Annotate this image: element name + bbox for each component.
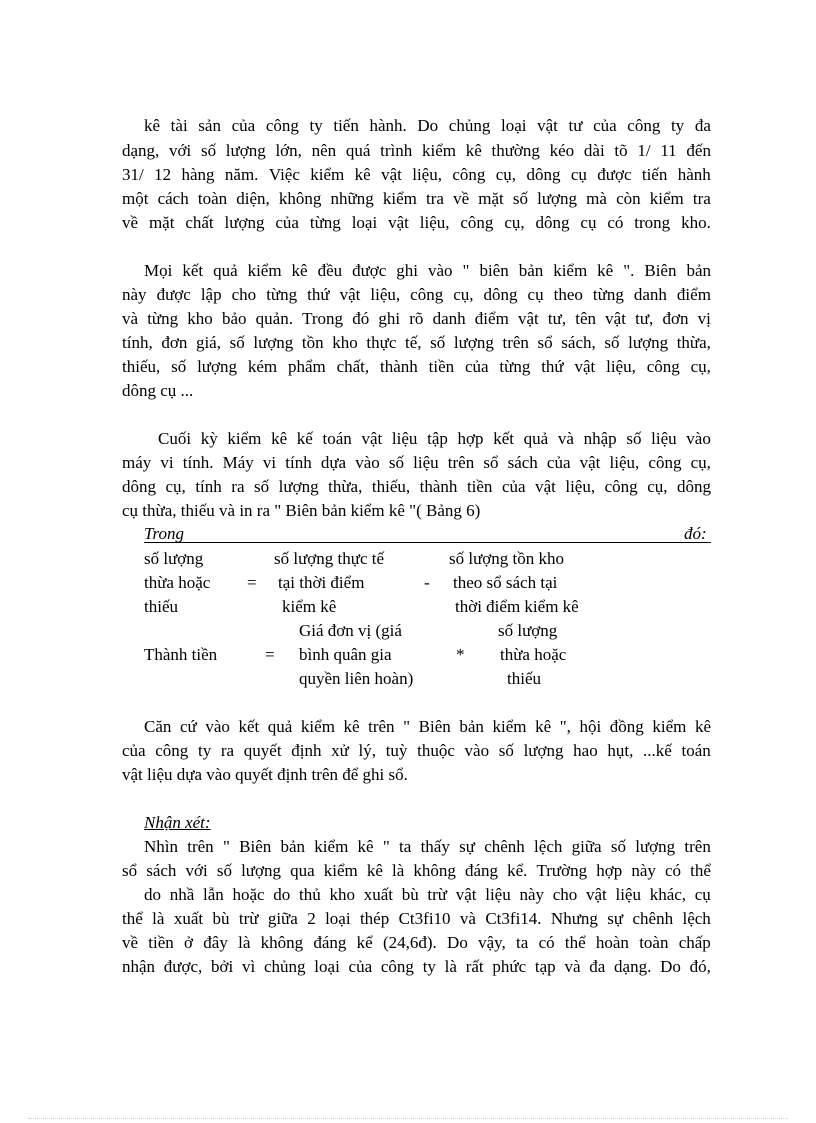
formula-term: số lượng thực tế (274, 549, 385, 568)
text-line: Căn cứ vào kết quả kiểm kê trên " Biên bản kiểm kê ", hội đồng kiểm kê (144, 717, 711, 736)
text-line: thiếu, số lượng kém phẩm chất, thành tiền của từng thứ vật liệu, công cụ, (122, 357, 711, 376)
formula-term: số lượng (498, 621, 558, 640)
text-line: do nhầ lẫn hoặc do thủ kho xuất bù trừ vật liệu này cho vật liệu khác, cụ (144, 885, 711, 904)
text-line: của công ty ra quyết định xử lý, tuỳ thuộc vào số lượng hao hụt, ...kế toán (122, 741, 711, 760)
formula-operator: = (247, 573, 257, 592)
text-line: dạng, với số lượng lớn, nên quá trình kiểm kê thường kéo dài tõ 1/ 11 đến (122, 141, 711, 160)
formula-term: kiểm kê (282, 597, 337, 616)
formula-term: thời điểm kiểm kê (455, 597, 579, 616)
page-bottom-rule (28, 1118, 788, 1119)
text-line: về mặt chất lượng của từng loại vật liệu, công cụ, dông cụ có trong kho. (122, 213, 711, 232)
formula-term: bình quân gia (299, 645, 392, 664)
text-line: dông cụ, tính ra số lượng thừa, thiếu, thành tiền của vật liệu, công cụ, dông (122, 477, 711, 496)
formula-term: thừa hoặc (144, 573, 211, 592)
do-label: đó: (684, 524, 707, 543)
text-line: kê tài sản của công ty tiến hành. Do chủng loại vật tư của công ty đa (144, 116, 711, 135)
text-line: nhận được, bởi vì chủng loại của công ty là rất phức tạp và đa dạng. Do đó, (122, 957, 711, 976)
text-line: vật liệu dựa vào quyết định trên để ghi sổ. (122, 765, 408, 784)
formula-term: quyền liên hoàn) (299, 669, 414, 688)
formula-term: thiếu (144, 597, 178, 616)
formula-operator: * (456, 645, 465, 664)
formula-term: thừa hoặc (500, 645, 567, 664)
formula-operator: = (265, 645, 275, 664)
text-line: sổ sách với số lượng qua kiểm kê là không đáng kể. Trường hợp này có thể (122, 861, 711, 880)
text-line: thể là xuất bù trừ giữa 2 loại thép Ct3fi10 và Ct3fi14. Nhưng sự chênh lệch (122, 909, 711, 928)
text-line: và từng kho bảo quản. Trong đó ghi rõ danh điểm vật tư, tên vật tư, đơn vị (122, 309, 711, 328)
formula-term: Giá đơn vị (giá (299, 621, 402, 640)
text-line: một cách toàn diện, không những kiểm tra về mặt số lượng mà còn kiểm tra (122, 189, 711, 208)
text-line: cụ thừa, thiếu và in ra " Biên bản kiểm kê "( Bảng 6) (122, 501, 481, 520)
divider (144, 542, 711, 543)
text-line: máy vi tính. Máy vi tính dựa vào số liệu trên sổ sách của vật liệu, công cụ, (122, 453, 711, 472)
formula-term: tại thời điểm (278, 573, 365, 592)
text-line: này được lập cho từng thứ vật liệu, công cụ, dông cụ theo từng danh điểm (122, 285, 711, 304)
formula-term: số lượng (144, 549, 204, 568)
text-line: Nhìn trên " Biên bản kiểm kê " ta thấy sự chênh lệch giữa số lượng trên (144, 837, 711, 856)
text-line: tính, đơn giá, số lượng tồn kho thực tế, số lượng trên sổ sách, số lượng thừa, (122, 333, 711, 352)
formula-term: Thành tiền (144, 645, 218, 664)
section-heading: Nhận xét: (144, 813, 211, 832)
text-line: 31/ 12 hàng năm. Việc kiểm kê vật liệu, công cụ, dông cụ được tiến hành (122, 165, 711, 184)
formula-operator: - (424, 573, 430, 592)
formula-term: thiếu (507, 669, 541, 688)
text-line: Mọi kết quả kiểm kê đều được ghi vào " biên bản kiểm kê ". Biên bản (144, 261, 711, 280)
text-line: dông cụ ... (122, 381, 194, 400)
trong-label: Trong (144, 524, 185, 543)
formula-term: theo sổ sách tại (453, 573, 558, 592)
formula-term: số lượng tồn kho (449, 549, 565, 568)
text-line: về tiền ở đây là không đáng kể (24,6đ). Do vậy, ta có thể hoàn toàn chấp (122, 933, 711, 952)
text-line: Cuối kỳ kiểm kê kế toán vật liệu tập hợp kết quả và nhập số liệu vào (158, 429, 711, 448)
